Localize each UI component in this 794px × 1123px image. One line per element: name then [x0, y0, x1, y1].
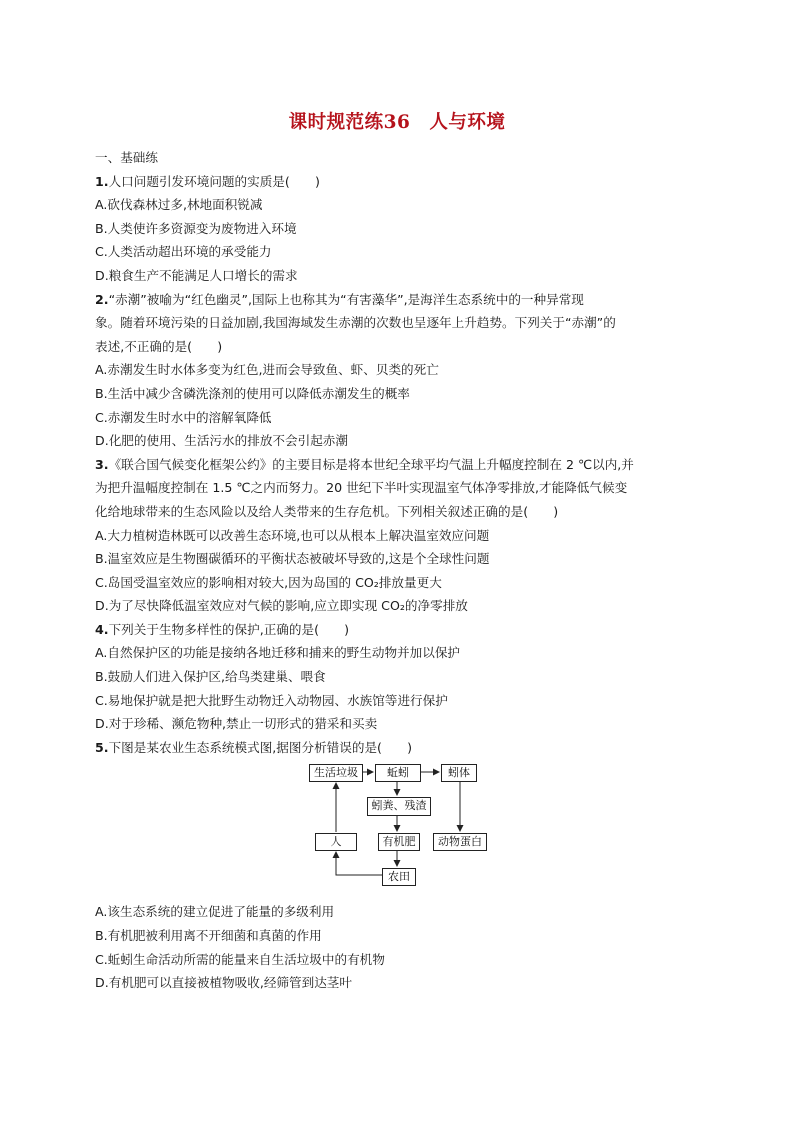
question-number: 1. — [95, 173, 109, 189]
option-a: A.砍伐森林过多,林地面积锐减 — [95, 197, 263, 213]
question-number: 3. — [95, 456, 109, 472]
box-farmland: 农田 — [382, 868, 416, 886]
box-protein: 动物蛋白 — [433, 833, 487, 851]
question-2-stem-cont: 表述,不正确的是( ) — [95, 338, 223, 354]
question-3-stem: 3.《联合国气候变化框架公约》的主要目标是将本世纪全球平均气温上升幅度控制在 2 ℃以内,并 — [95, 456, 634, 472]
option-b: B.生活中减少含磷洗涤剂的使用可以降低赤潮发生的概率 — [95, 385, 410, 401]
question-number: 5. — [95, 739, 109, 755]
question-5-stem: 5.下图是某农业生态系统模式图,据图分析错误的是( ) — [95, 739, 413, 755]
question-1-stem: 1.人口问题引发环境问题的实质是( ) — [95, 173, 320, 189]
option-a: A.自然保护区的功能是接纳各地迁移和捕来的野生动物并加以保护 — [95, 645, 461, 661]
question-3-stem-cont: 为把升温幅度控制在 1.5 ℃之内而努力。20 世纪下半叶实现温室气体净零排放,才能降低气候变 — [95, 480, 628, 496]
option-b: B.鼓励人们进入保护区,给鸟类建巢、喂食 — [95, 669, 326, 685]
ecosystem-diagram — [95, 764, 700, 894]
question-number: 4. — [95, 621, 109, 637]
option-b: B.温室效应是生物圈碳循环的平衡状态被破坏导致的,这是个全球性问题 — [95, 551, 490, 567]
option-c: C.人类活动超出环境的承受能力 — [95, 244, 272, 260]
option-c: C.岛国受温室效应的影响相对较大,因为岛国的 CO₂排放量更大 — [95, 574, 442, 590]
option-d: D.为了尽快降低温室效应对气候的影响,应立即实现 CO₂的净零排放 — [95, 598, 468, 614]
question-list — [95, 146, 700, 995]
option-a: A.该生态系统的建立促进了能量的多级利用 — [95, 904, 335, 920]
option-d: D.对于珍稀、濒危物种,禁止一切形式的猎采和买卖 — [95, 716, 378, 732]
option-a: A.大力植树造林既可以改善生态环境,也可以从根本上解决温室效应问题 — [95, 527, 490, 543]
question-3-stem-cont: 化给地球带来的生态风险以及给人类带来的生存危机。下列相关叙述正确的是( ) — [95, 503, 559, 519]
box-waste: 蚓粪、残渣 — [367, 797, 431, 816]
question-2-stem-cont: 象。随着环境污染的日益加剧,我国海域发生赤潮的次数也呈逐年上升趋势。下列关于“赤潮”的 — [95, 315, 616, 331]
option-d: D.粮食生产不能满足人口增长的需求 — [95, 267, 298, 283]
section-heading: 一、基础练 — [95, 150, 158, 165]
option-b: B.有机肥被利用离不开细菌和真菌的作用 — [95, 928, 322, 944]
option-c: C.蚯蚓生命活动所需的能量来自生活垃圾中的有机物 — [95, 951, 385, 967]
question-2-stem: 2.“赤潮”被喻为“红色幽灵”,国际上也称其为“有害藻华”,是海洋生态系统中的一种异常现 — [95, 291, 584, 307]
box-garbage: 生活垃圾 — [309, 764, 363, 782]
option-a: A.赤潮发生时水体多变为红色,进而会导致鱼、虾、贝类的死亡 — [95, 362, 439, 378]
option-d: D.化肥的使用、生活污水的排放不会引起赤潮 — [95, 433, 348, 449]
question-4-stem: 4.下列关于生物多样性的保护,正确的是( ) — [95, 621, 350, 637]
box-person: 人 — [315, 833, 357, 851]
box-fertilizer: 有机肥 — [378, 833, 420, 851]
option-d: D.有机肥可以直接被植物吸收,经筛管到达茎叶 — [95, 975, 352, 991]
question-number: 2. — [95, 291, 109, 307]
page-title: 课时规范练36 人与环境 — [288, 112, 506, 133]
box-earthworm: 蚯蚓 — [375, 764, 421, 782]
option-b: B.人类使许多资源变为废物进入环境 — [95, 220, 297, 236]
option-c: C.赤潮发生时水中的溶解氧降低 — [95, 409, 272, 425]
option-c: C.易地保护就是把大批野生动物迁入动物园、水族馆等进行保护 — [95, 692, 448, 708]
box-worm-body: 蚓体 — [441, 764, 477, 782]
arrow-farmland-to-person — [336, 852, 382, 875]
